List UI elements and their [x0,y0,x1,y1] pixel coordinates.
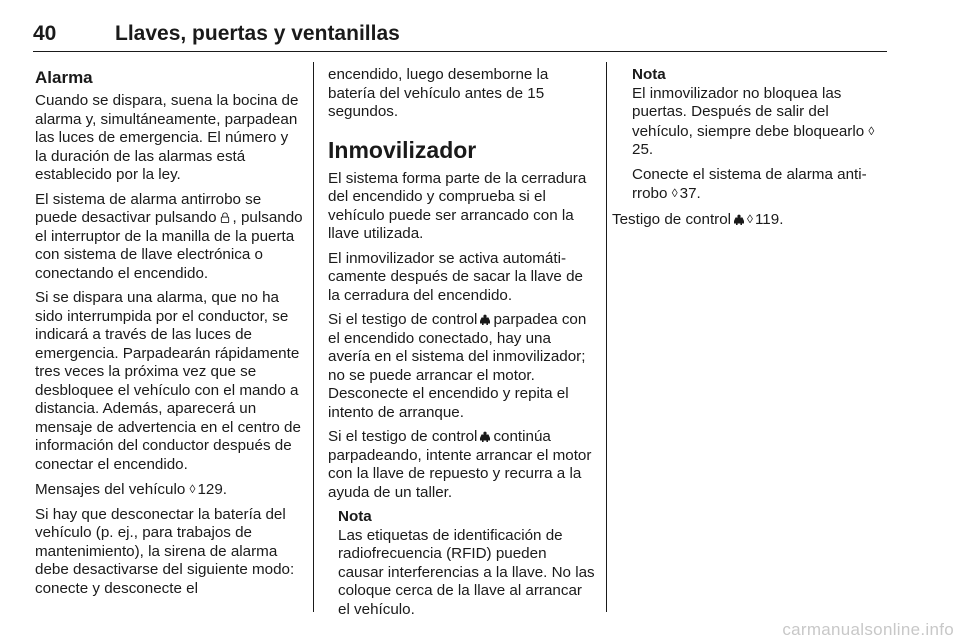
lock-icon [219,212,231,223]
watermark: carmanualsonline.info [782,620,954,639]
column-divider-1 [313,62,314,612]
note-text: Conecte el sistema de alarma antirrobo ◊ 37. [632,165,867,202]
cross-reference-icon: ◊ [671,186,678,200]
page-number: 40 [33,22,57,45]
paragraph: Si se dispara una alarma, que no ha sido interrumpida por el conductor, se indicará a través de las luces de emergencia. Parpadearán rápidamente tres veces la próxima vez que se desbloquee el vehículo con el mando a distancia. Además, aparecerá un mensaje de advertencia en el centro de información del conductor después de conectar el encendido. [35,289,301,473]
paragraph: encendido, luego desemborne la batería del vehículo antes de 15 segundos. [328,66,549,120]
column-divider-2 [606,62,607,612]
section-heading-inmovilizador: Inmovilizador [328,136,477,163]
note-box [328,508,596,619]
car-key-icon [479,314,491,325]
section-heading-alarma: Alarma [35,68,93,87]
page-reference[interactable]: 25. [632,141,654,158]
column-2 [328,66,596,625]
cross-reference-icon: ◊ [747,211,753,226]
page-reference[interactable]: 129. [197,481,228,498]
paragraph: Cuando se dispara, suena la bocina de alarma y, simultáneamente, parpadean las luces de emergencia. El número y la duración de las alarmas está establecido por la ley. [35,92,299,183]
paragraph: Si el testigo de control parpadea con el encendido conectado, hay una avería en el sistema del inmovilizador; no se puede arrancar el motor. Desconecte el encendido y repita el intento de arranque. [328,311,587,421]
note-title: Nota [338,508,372,525]
chapter-title: Llaves, puertas y ventanillas [115,22,400,45]
car-key-icon [479,431,491,442]
car-key-icon [733,214,745,225]
paragraph: Si el testigo de control continúa parpadeando, intente arrancar el motor con la llave de repuesto y recurra a la ayuda de un taller. [328,428,592,501]
paragraph: Testigo de control ◊ 119. [612,210,784,228]
column-1 [35,66,303,604]
page-header [33,22,887,52]
paragraph: Si hay que desconectar la batería del vehículo (p. ej., para trabajos de mantenimiento), la sirena de alarma debe desactivarse del siguiente modo: conecte y desconecte el [35,505,295,597]
note-text: Las etiquetas de identificación de radiofrecuencia (RFID) pueden causar interferencias a la llave. No las coloque cerca de la llave al arrancar el vehículo. [338,526,595,618]
page-reference[interactable]: 37. [679,185,701,202]
paragraph: El sistema forma parte de la cerradura del encendido y comprueba si el vehículo puede ser arrancado con la llave utilizada. [328,169,587,242]
paragraph: El inmovilizador se activa automáticamente después de sacar la llave de la cerradura del encendido. [328,249,583,304]
cross-reference-icon: ◊ [868,123,875,138]
cross-reference-icon: ◊ [189,482,196,496]
note-box [622,66,890,204]
note-text: El inmovilizador no bloquea las puertas. Después de salir del vehículo, siempre debe bloquearlo ◊25. [632,84,875,158]
note-title: Nota [632,66,666,83]
column-3 [612,66,890,235]
paragraph: Mensajes del vehículo ◊ 129. [35,481,228,498]
paragraph: El sistema de alarma antirrobo se puede desactivar pulsando , pulsando el interruptor de la manilla de la puerta con sistema de llave electrónica o conectando el encendido. [35,190,303,282]
page-reference[interactable]: 119. [754,210,784,228]
header-rule [33,51,887,52]
